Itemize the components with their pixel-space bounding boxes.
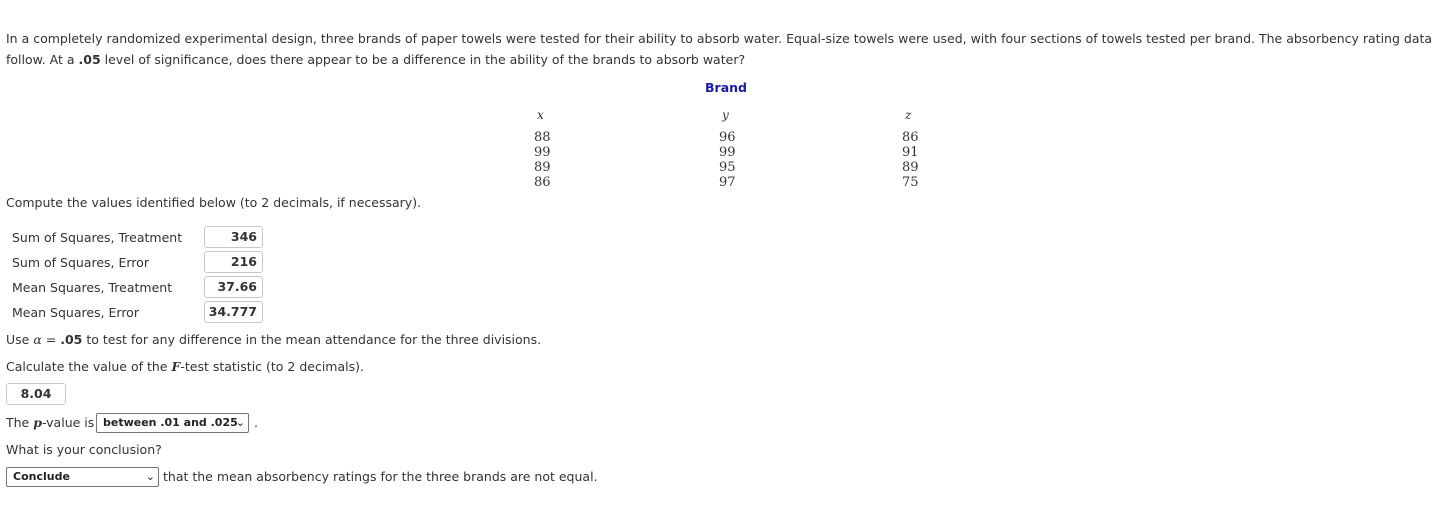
result-label-mse: Mean Squares, Error xyxy=(12,305,139,320)
column-y-values xyxy=(719,130,736,190)
table-cell: 89 xyxy=(902,160,919,175)
table-cell: 91 xyxy=(902,145,919,160)
pvalue-selected: between .01 and .025 xyxy=(103,416,238,429)
table-cell: 96 xyxy=(719,130,736,145)
conclusion-question: What is your conclusion? xyxy=(6,442,162,457)
equals-sign: = xyxy=(41,332,61,347)
table-cell: 97 xyxy=(719,175,736,190)
column-x-values xyxy=(534,130,551,190)
sst-input[interactable]: 346 xyxy=(204,226,263,248)
table-cell: 75 xyxy=(902,175,919,190)
mstr-input[interactable]: 37.66 xyxy=(204,276,263,298)
pvalue-text: The xyxy=(6,415,34,430)
f-symbol: F xyxy=(171,359,181,374)
table-cell: 88 xyxy=(534,130,551,145)
compute-prompt: Compute the values identified below (to 2 decimals, if necessary). xyxy=(6,195,422,210)
table-cell: 99 xyxy=(534,145,551,160)
alpha-symbol: α xyxy=(33,332,42,347)
conclusion-selected: Conclude xyxy=(13,470,70,483)
f-test-prompt xyxy=(6,359,364,374)
result-label-sst: Sum of Squares, Treatment xyxy=(12,230,183,245)
table-cell: 86 xyxy=(534,175,551,190)
f-prompt-text-end: -test statistic (to 2 decimals). xyxy=(180,359,364,374)
result-label-mstr: Mean Squares, Treatment xyxy=(12,280,173,295)
pvalue-label xyxy=(6,415,94,430)
conclusion-select[interactable] xyxy=(6,467,159,487)
column-header-x: x xyxy=(537,108,544,122)
alpha-value: .05 xyxy=(60,332,83,347)
table-cell: 86 xyxy=(902,130,919,145)
brand-header: Brand xyxy=(705,80,747,95)
table-cell: 89 xyxy=(534,160,551,175)
column-z-values xyxy=(902,130,919,190)
pvalue-select[interactable] xyxy=(96,413,249,433)
conclusion-text: that the mean absorbency ratings for the three brands are not equal. xyxy=(163,469,598,484)
column-header-z: z xyxy=(905,108,912,122)
column-header-y: y xyxy=(722,108,729,122)
problem-text-end: level of significance, does there appear to be a difference in the ability of the brands to absorb water? xyxy=(100,52,746,67)
significance-level: .05 xyxy=(78,52,101,67)
mse-input[interactable]: 34.777 xyxy=(204,301,263,323)
problem-text: In a completely randomized experimental design, three brands of paper towels were tested for their ability to absorb water. Equal-size towels were used, with four sections of towels tested per brand. The absorbency rating data follow. At a xyxy=(6,31,1433,67)
f-prompt-text: Calculate the value of the xyxy=(6,359,172,374)
p-symbol: p xyxy=(33,415,42,430)
sse-input[interactable]: 216 xyxy=(204,251,263,273)
pvalue-period: . xyxy=(254,415,258,430)
pvalue-text-end: -value is xyxy=(41,415,95,430)
chevron-down-icon: ⌄ xyxy=(235,416,245,429)
f-statistic-input[interactable]: 8.04 xyxy=(6,383,66,405)
alpha-instruction xyxy=(6,332,541,347)
table-cell: 99 xyxy=(719,145,736,160)
table-cell: 95 xyxy=(719,160,736,175)
problem-statement xyxy=(6,28,1446,70)
alpha-text: Use xyxy=(6,332,34,347)
result-label-sse: Sum of Squares, Error xyxy=(12,255,149,270)
chevron-down-icon: ⌄ xyxy=(145,470,155,483)
alpha-text-end: to test for any difference in the mean attendance for the three divisions. xyxy=(82,332,542,347)
